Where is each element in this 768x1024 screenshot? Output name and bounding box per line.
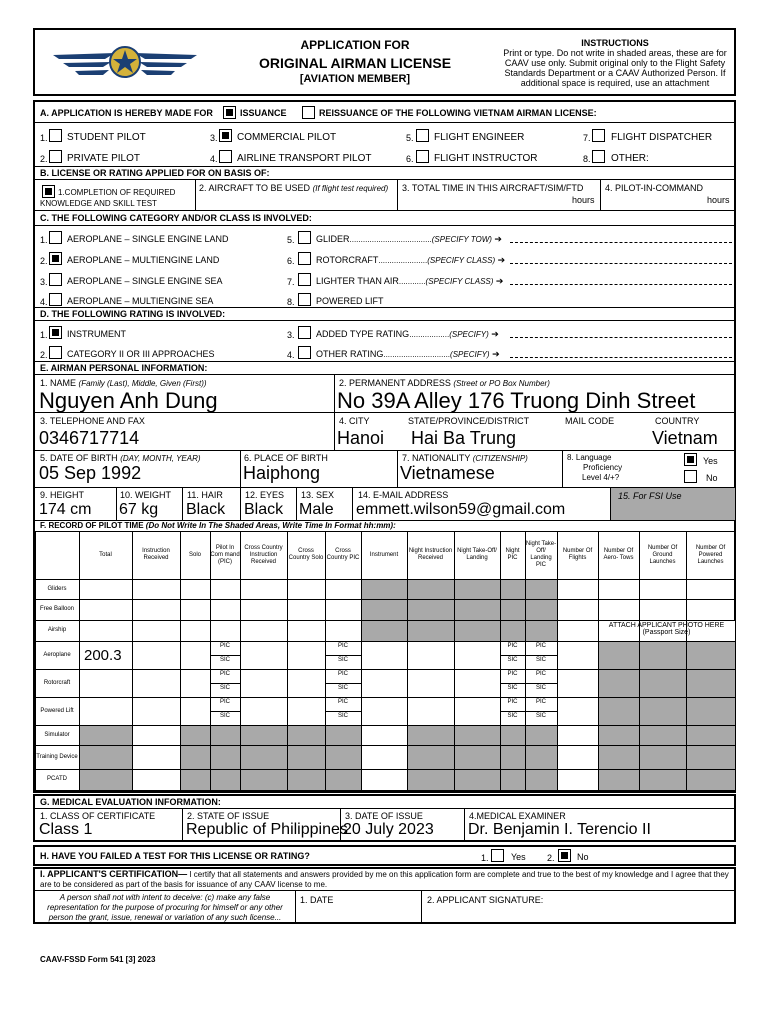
lta-checkbox[interactable]: [298, 273, 311, 286]
name-label-text: 1. NAME: [40, 378, 77, 388]
lta-note: (SPECIFY CLASS): [425, 277, 494, 286]
sic-label: SIC: [535, 657, 546, 663]
flight-engineer-checkbox[interactable]: [416, 129, 429, 142]
pic-label: PIC: [507, 699, 518, 705]
d-num-4: 4.: [287, 350, 295, 360]
column-header: Number Of Aero- Tows: [603, 548, 634, 561]
other-rating-text: OTHER RATING: [316, 349, 384, 359]
sic-label: SIC: [337, 685, 348, 691]
powered-lift-checkbox[interactable]: [298, 293, 311, 306]
cert-date-label: 1. DATE: [300, 895, 334, 905]
column-header: Night Take-Off/ Landing: [457, 548, 497, 561]
sic-label: SIC: [219, 657, 230, 663]
row-label: Simulator: [44, 731, 70, 738]
pic-label: PIC: [535, 643, 546, 649]
issuance-checkbox[interactable]: [223, 106, 236, 119]
lang-no-label: No: [706, 473, 718, 483]
lang-label-2: Proficiency: [583, 463, 623, 472]
c-num-4: 4.: [40, 297, 48, 307]
ames-checkbox[interactable]: [49, 293, 62, 306]
pic-label: PIC: [337, 699, 348, 705]
sic-label: SIC: [219, 713, 230, 719]
asel-checkbox[interactable]: [49, 231, 62, 244]
a-num-8: 8.: [583, 154, 591, 164]
column-header: Number Of Flights: [562, 548, 593, 561]
sic-label: SIC: [219, 685, 230, 691]
name-value[interactable]: Nguyen Anh Dung: [39, 388, 218, 413]
column-header: Night Take-Off/ Landing PIC: [525, 541, 557, 568]
amel-checkbox[interactable]: [49, 252, 62, 265]
c-num-3: 3.: [40, 277, 48, 287]
column-header: Instruction Received: [142, 548, 170, 561]
photo-placeholder[interactable]: [598, 620, 735, 642]
type-rating-line[interactable]: [510, 337, 732, 338]
grid-hline: [35, 599, 735, 600]
pob-label: 6. PLACE OF BIRTH: [244, 453, 328, 463]
b1-label: 1.COMPLETION OF REQUIRED: [58, 188, 176, 197]
nationality-label-text: 7. NATIONALITY: [402, 453, 471, 463]
failed-no-checkbox[interactable]: [558, 849, 571, 862]
row-label: Aeroplane: [43, 651, 71, 658]
email-label: 14. E-MAIL ADDRESS: [358, 490, 449, 500]
atp-checkbox[interactable]: [219, 150, 232, 163]
shaded-cell: [598, 641, 735, 790]
sic-label: SIC: [337, 657, 348, 663]
section-f-label: [40, 521, 396, 530]
sic-label: SIC: [337, 713, 348, 719]
photo-label: ATTACH APPLICANT PHOTO HERE: [608, 622, 725, 629]
cat2-label: CATEGORY II OR III APPROACHES: [67, 349, 215, 359]
certification-text: [40, 869, 730, 890]
a-num-3: 3.: [210, 133, 218, 143]
student-pilot-label: STUDENT PILOT: [67, 132, 146, 143]
med-class-label: 1. CLASS OF CERTIFICATE: [40, 811, 156, 821]
weight-label: 10. WEIGHT: [120, 490, 172, 500]
column-header: Total: [99, 551, 112, 558]
pic-label: PIC: [535, 699, 546, 705]
reissuance-checkbox[interactable]: [302, 106, 315, 119]
glider-checkbox[interactable]: [298, 231, 311, 244]
column-header: Cross Country Solo: [288, 548, 324, 561]
pic-label: PIC: [219, 671, 230, 677]
med-state-value[interactable]: Republic of Philippines: [186, 821, 348, 838]
c-num-8: 8.: [287, 297, 295, 307]
phone-label: 3. TELEPHONE AND FAX: [40, 416, 145, 426]
grid-hline: [35, 669, 735, 670]
section-d-label: D. THE FOLLOWING RATING IS INVOLVED:: [40, 309, 226, 319]
instructions-text: Print or type. Do not write in shaded areas, these are for CAAV use only. Submit original only to the Flight Safety Standards Department or a CAAV Authorized Person. If additional space is required, use an attachment: [503, 48, 727, 88]
med-class-value[interactable]: Class 1: [39, 821, 93, 838]
other-rating-checkbox[interactable]: [298, 346, 311, 359]
ames-label: AEROPLANE – MULTIENGINE SEA: [67, 296, 214, 306]
name-label-note: (Family (Last), Middle, Given (First)): [78, 379, 207, 388]
rotorcraft-line[interactable]: [510, 263, 732, 264]
column-header: Night PIC: [505, 548, 520, 561]
other-rating-note: (SPECIFY): [450, 350, 490, 359]
commercial-pilot-label: COMMERCIAL PILOT: [237, 132, 337, 143]
flight-dispatcher-label: FLIGHT DISPATCHER: [611, 132, 713, 143]
dob-label: [40, 453, 201, 463]
d-num-3: 3.: [287, 330, 295, 340]
grid-hline: [35, 769, 735, 770]
grid-hline: [35, 641, 735, 642]
glider-label: GLIDER.....................................(SPECIFY TOW) ➔: [316, 234, 502, 244]
title-line-2: ORIGINAL AIRMAN LICENSE: [258, 55, 452, 71]
issuance-label: ISSUANCE: [240, 108, 287, 118]
city-value[interactable]: Hanoi: [337, 428, 385, 448]
pic-label: PIC: [219, 643, 230, 649]
private-pilot-label: PRIVATE PILOT: [67, 153, 140, 164]
section-a-label: A. APPLICATION IS HEREBY MADE FOR: [40, 108, 213, 118]
a-num-1: 1.: [40, 133, 48, 143]
b2-text: 2. AIRCRAFT TO BE USED: [199, 183, 311, 193]
d-num-2: 2.: [40, 350, 48, 360]
failed-yes-label: Yes: [511, 852, 526, 862]
pic-label: PIC: [219, 699, 230, 705]
name-label: [40, 378, 207, 388]
row-label: Training Device: [36, 753, 78, 760]
address-label-note: (Street or PO Box Number): [453, 379, 550, 388]
section-f-title: F. RECORD OF PILOT TIME: [40, 521, 144, 530]
c-num-7: 7.: [287, 277, 295, 287]
title-line-3: [AVIATION MEMBER]: [299, 73, 411, 85]
eyes-label: 12. EYES: [245, 490, 285, 500]
b4-unit: hours: [707, 195, 730, 205]
state-label: STATE/PROVINCE/DISTRICT: [408, 416, 530, 426]
a-num-5: 5.: [406, 133, 414, 143]
shaded-cell: [407, 725, 557, 790]
h-num-2: 2.: [547, 853, 555, 863]
glider-text: GLIDER: [316, 234, 350, 244]
subcell-line: [325, 655, 361, 656]
pic-label: PIC: [337, 643, 348, 649]
failed-no-label: No: [577, 852, 589, 862]
subcell-line: [325, 711, 361, 712]
address-label: [339, 378, 550, 388]
height-value[interactable]: 174 cm: [39, 501, 92, 518]
other-rating-label: OTHER RATING..............................(SPECIFY) ➔: [316, 349, 500, 359]
med-state-label: 2. STATE OF ISSUE: [187, 811, 270, 821]
form-number: CAAV-FSSD Form 541 [3] 2023: [40, 955, 156, 964]
weight-value[interactable]: 67 kg: [119, 501, 159, 518]
other-rating-line[interactable]: [510, 357, 732, 358]
subcell-line: [500, 683, 525, 684]
nationality-label: [402, 453, 528, 463]
med-examiner-value[interactable]: Dr. Benjamin I. Terencio II: [468, 821, 651, 838]
subcell-line: [210, 711, 240, 712]
lang-yes-checkbox[interactable]: [684, 453, 697, 466]
state-value[interactable]: Hai Ba Trung: [411, 428, 517, 448]
aeroplane-total-value[interactable]: 200.3: [84, 647, 122, 664]
lta-line[interactable]: [510, 284, 732, 285]
pob-value[interactable]: Haiphong: [243, 463, 321, 483]
photo-sublabel: (Passport Size): [642, 629, 691, 636]
grid-hline: [35, 531, 735, 532]
grid-hline: [35, 745, 735, 746]
d-num-1: 1.: [40, 330, 48, 340]
warning-text: A person shall not with intent to deceive: (c) make any false representation for the purpose of procuring for himself or any other person the grant, issue, renewal or variation of any such license...: [47, 893, 283, 922]
b3-unit: hours: [572, 195, 595, 205]
flight-instructor-label: FLIGHT INSTRUCTOR: [434, 153, 538, 164]
grid-hline: [35, 725, 735, 726]
section-g-label: G. MEDICAL EVALUATION INFORMATION:: [40, 797, 221, 807]
type-rating-label: ADDED TYPE RATING..................(SPECIFY) ➔: [316, 329, 499, 339]
country-label: COUNTRY: [655, 416, 700, 426]
lang-label-1: 8. Language: [567, 453, 612, 462]
row-label: PCATD: [47, 776, 67, 782]
c-num-6: 6.: [287, 256, 295, 266]
subcell-line: [525, 711, 557, 712]
a-num-4: 4.: [210, 154, 218, 164]
instrument-label: INSTRUMENT: [67, 329, 126, 339]
failed-yes-checkbox[interactable]: [491, 849, 504, 862]
shaded-cell: [180, 725, 361, 790]
glider-line[interactable]: [510, 242, 732, 243]
title-line-1: APPLICATION FOR: [300, 38, 410, 52]
lang-label-3: Level 4/+?: [582, 473, 620, 482]
grid-hline: [35, 620, 735, 621]
column-header: Instrument: [369, 551, 399, 558]
sic-label: SIC: [535, 685, 546, 691]
shaded-cell: [361, 579, 557, 641]
row-label: Rotorcraft: [43, 679, 71, 686]
private-pilot-checkbox[interactable]: [49, 150, 62, 163]
grid-vline: [735, 531, 736, 790]
a-num-2: 2.: [40, 154, 48, 164]
shaded-cell: [79, 725, 132, 790]
section-c-label: C. THE FOLLOWING CATEGORY AND/OR CLASS IS INVOLVED:: [40, 213, 312, 223]
h-num-1: 1.: [481, 853, 489, 863]
section-h-label: H. HAVE YOU FAILED A TEST FOR THIS LICENSE OR RATING?: [40, 851, 310, 861]
sic-label: SIC: [507, 713, 518, 719]
subcell-line: [500, 655, 525, 656]
column-header: Number Of Powered Launches: [695, 544, 726, 565]
fsi-label: 15. For FSI Use: [618, 491, 682, 501]
pic-label: PIC: [535, 671, 546, 677]
row-label: Airship: [47, 627, 67, 633]
city-label: 4. CITY: [339, 416, 370, 426]
cat2-checkbox[interactable]: [49, 346, 62, 359]
sic-label: SIC: [507, 657, 518, 663]
c-num-5: 5.: [287, 235, 295, 245]
signature-label: 2. APPLICANT SIGNATURE:: [427, 895, 544, 905]
column-header: Pilot In Com mand (PIC): [210, 544, 240, 565]
sex-label: 13. SEX: [301, 490, 335, 500]
other-label: OTHER:: [611, 153, 649, 164]
dob-label-note: (DAY, MONTH, YEAR): [120, 454, 201, 463]
flight-dispatcher-checkbox[interactable]: [592, 129, 605, 142]
dob-label-text: 5. DATE OF BIRTH: [40, 453, 118, 463]
instrument-checkbox[interactable]: [49, 326, 62, 339]
pic-label: PIC: [337, 671, 348, 677]
hair-label: 11. HAIR: [187, 490, 223, 500]
subcell-line: [325, 683, 361, 684]
commercial-pilot-checkbox[interactable]: [219, 129, 232, 142]
c-num-1: 1.: [40, 235, 48, 245]
row-label: Powered Lift: [40, 707, 74, 714]
caav-logo: [45, 35, 205, 87]
lang-yes-label: Yes: [703, 456, 718, 466]
b4-label: 4. PILOT-IN-COMMAND: [605, 183, 704, 193]
pic-label: PIC: [507, 671, 518, 677]
lta-text: LIGHTER THAN AIR: [316, 276, 399, 286]
reissuance-label: REISSUANCE OF THE FOLLOWING VIETNAM AIRMAN LICENSE:: [319, 108, 597, 118]
certification-label: I. APPLICANT'S CERTIFICATION—: [40, 869, 188, 879]
dob-value[interactable]: 05 Sep 1992: [39, 463, 142, 483]
height-label: 9. HEIGHT: [40, 490, 85, 500]
eyes-value[interactable]: Black: [244, 501, 284, 518]
certification-body: I certify that all statements and answers provided by me on this application form are complete and true to the best of my knowledge and I agree that they are to be considered as part of the basis for issuance of any CAAV license to me.: [40, 870, 729, 889]
mail-code-label: MAIL CODE: [565, 416, 615, 426]
lta-label: LIGHTER THAN AIR............(SPECIFY CLASS) ➔: [316, 276, 504, 286]
amel-label: AEROPLANE – MULTIENGINE LAND: [67, 255, 220, 265]
c-num-2: 2.: [40, 256, 48, 266]
a-num-7: 7.: [583, 133, 591, 143]
lang-no-checkbox[interactable]: [684, 470, 697, 483]
nationality-label-note: (CITIZENSHIP): [472, 454, 528, 463]
column-header: Night Instruction Received: [408, 548, 453, 561]
sic-label: SIC: [535, 713, 546, 719]
ases-label: AEROPLANE – SINGLE ENGINE SEA: [67, 276, 223, 286]
asel-label: AEROPLANE – SINGLE ENGINE LAND: [67, 234, 229, 244]
med-examiner-label: 4.MEDICAL EXAMINER: [469, 811, 566, 821]
rotorcraft-text: ROTORCRAFT: [316, 255, 379, 265]
column-header: Cross Country PIC: [326, 548, 360, 561]
column-header: Number Of Ground Launches: [647, 544, 678, 565]
b2-label: [199, 183, 388, 193]
address-value[interactable]: No 39A Alley 176 Truong Dinh Street: [337, 388, 696, 413]
row-label: Free Balloon: [39, 606, 75, 612]
country-value[interactable]: Vietnam: [652, 428, 718, 448]
ases-checkbox[interactable]: [49, 273, 62, 286]
b1-label-2: KNOWLEDGE AND SKILL TEST: [40, 199, 157, 208]
column-header: Solo: [188, 551, 201, 558]
section-b-label: B. LICENSE OR RATING APPLIED FOR ON BASIS OF:: [40, 168, 270, 178]
rotorcraft-checkbox[interactable]: [298, 252, 311, 265]
email-value[interactable]: emmett.wilson59@gmail.com: [356, 501, 566, 518]
med-date-label: 3. DATE OF ISSUE: [345, 811, 423, 821]
row-label: Gliders: [47, 585, 67, 592]
sex-value[interactable]: Male: [299, 501, 334, 518]
completion-checkbox[interactable]: [42, 185, 55, 198]
section-e-label: E. AIRMAN PERSONAL INFORMATION:: [40, 363, 208, 373]
rotorcraft-label: ROTORCRAFT......................(SPECIFY CLASS) ➔: [316, 255, 506, 265]
student-pilot-checkbox[interactable]: [49, 129, 62, 142]
b2-note: (If flight test required): [312, 184, 389, 193]
powered-lift-label: POWERED LIFT: [316, 296, 384, 306]
instructions-title: INSTRUCTIONS: [581, 38, 649, 48]
glider-note: (SPECIFY TOW): [431, 235, 492, 244]
type-rating-checkbox[interactable]: [298, 326, 311, 339]
flight-engineer-label: FLIGHT ENGINEER: [434, 132, 525, 143]
atp-label: AIRLINE TRANSPORT PILOT: [237, 153, 372, 164]
b3-label: 3. TOTAL TIME IN THIS AIRCRAFT/SIM/FTD: [402, 183, 584, 193]
subcell-line: [500, 711, 525, 712]
grid-hline: [35, 579, 735, 580]
subcell-line: [525, 683, 557, 684]
address-label-text: 2. PERMANENT ADDRESS: [339, 378, 451, 388]
subcell-line: [525, 655, 557, 656]
flight-instructor-checkbox[interactable]: [416, 150, 429, 163]
a-num-6: 6.: [406, 154, 414, 164]
pilot-time-table: [35, 531, 735, 790]
column-header: Cross Country Instruction Received: [244, 544, 283, 565]
subcell-line: [210, 683, 240, 684]
med-date-value[interactable]: 20 July 2023: [343, 821, 434, 838]
type-rating-note: (SPECIFY): [449, 330, 489, 339]
hair-value[interactable]: Black: [186, 501, 226, 518]
grid-hline: [35, 697, 735, 698]
form-title: [240, 38, 470, 85]
section-f-note: (Do Not Write In The Shaded Areas, Write Time In Format hh:mm):: [145, 521, 396, 530]
subcell-line: [210, 655, 240, 656]
type-rating-text: ADDED TYPE RATING: [316, 329, 410, 339]
other-checkbox[interactable]: [592, 150, 605, 163]
phone-value[interactable]: 0346717714: [39, 428, 140, 448]
rotorcraft-note: (SPECIFY CLASS): [427, 256, 496, 265]
sic-label: SIC: [507, 685, 518, 691]
nationality-value[interactable]: Vietnamese: [400, 463, 495, 483]
pic-label: PIC: [507, 643, 518, 649]
